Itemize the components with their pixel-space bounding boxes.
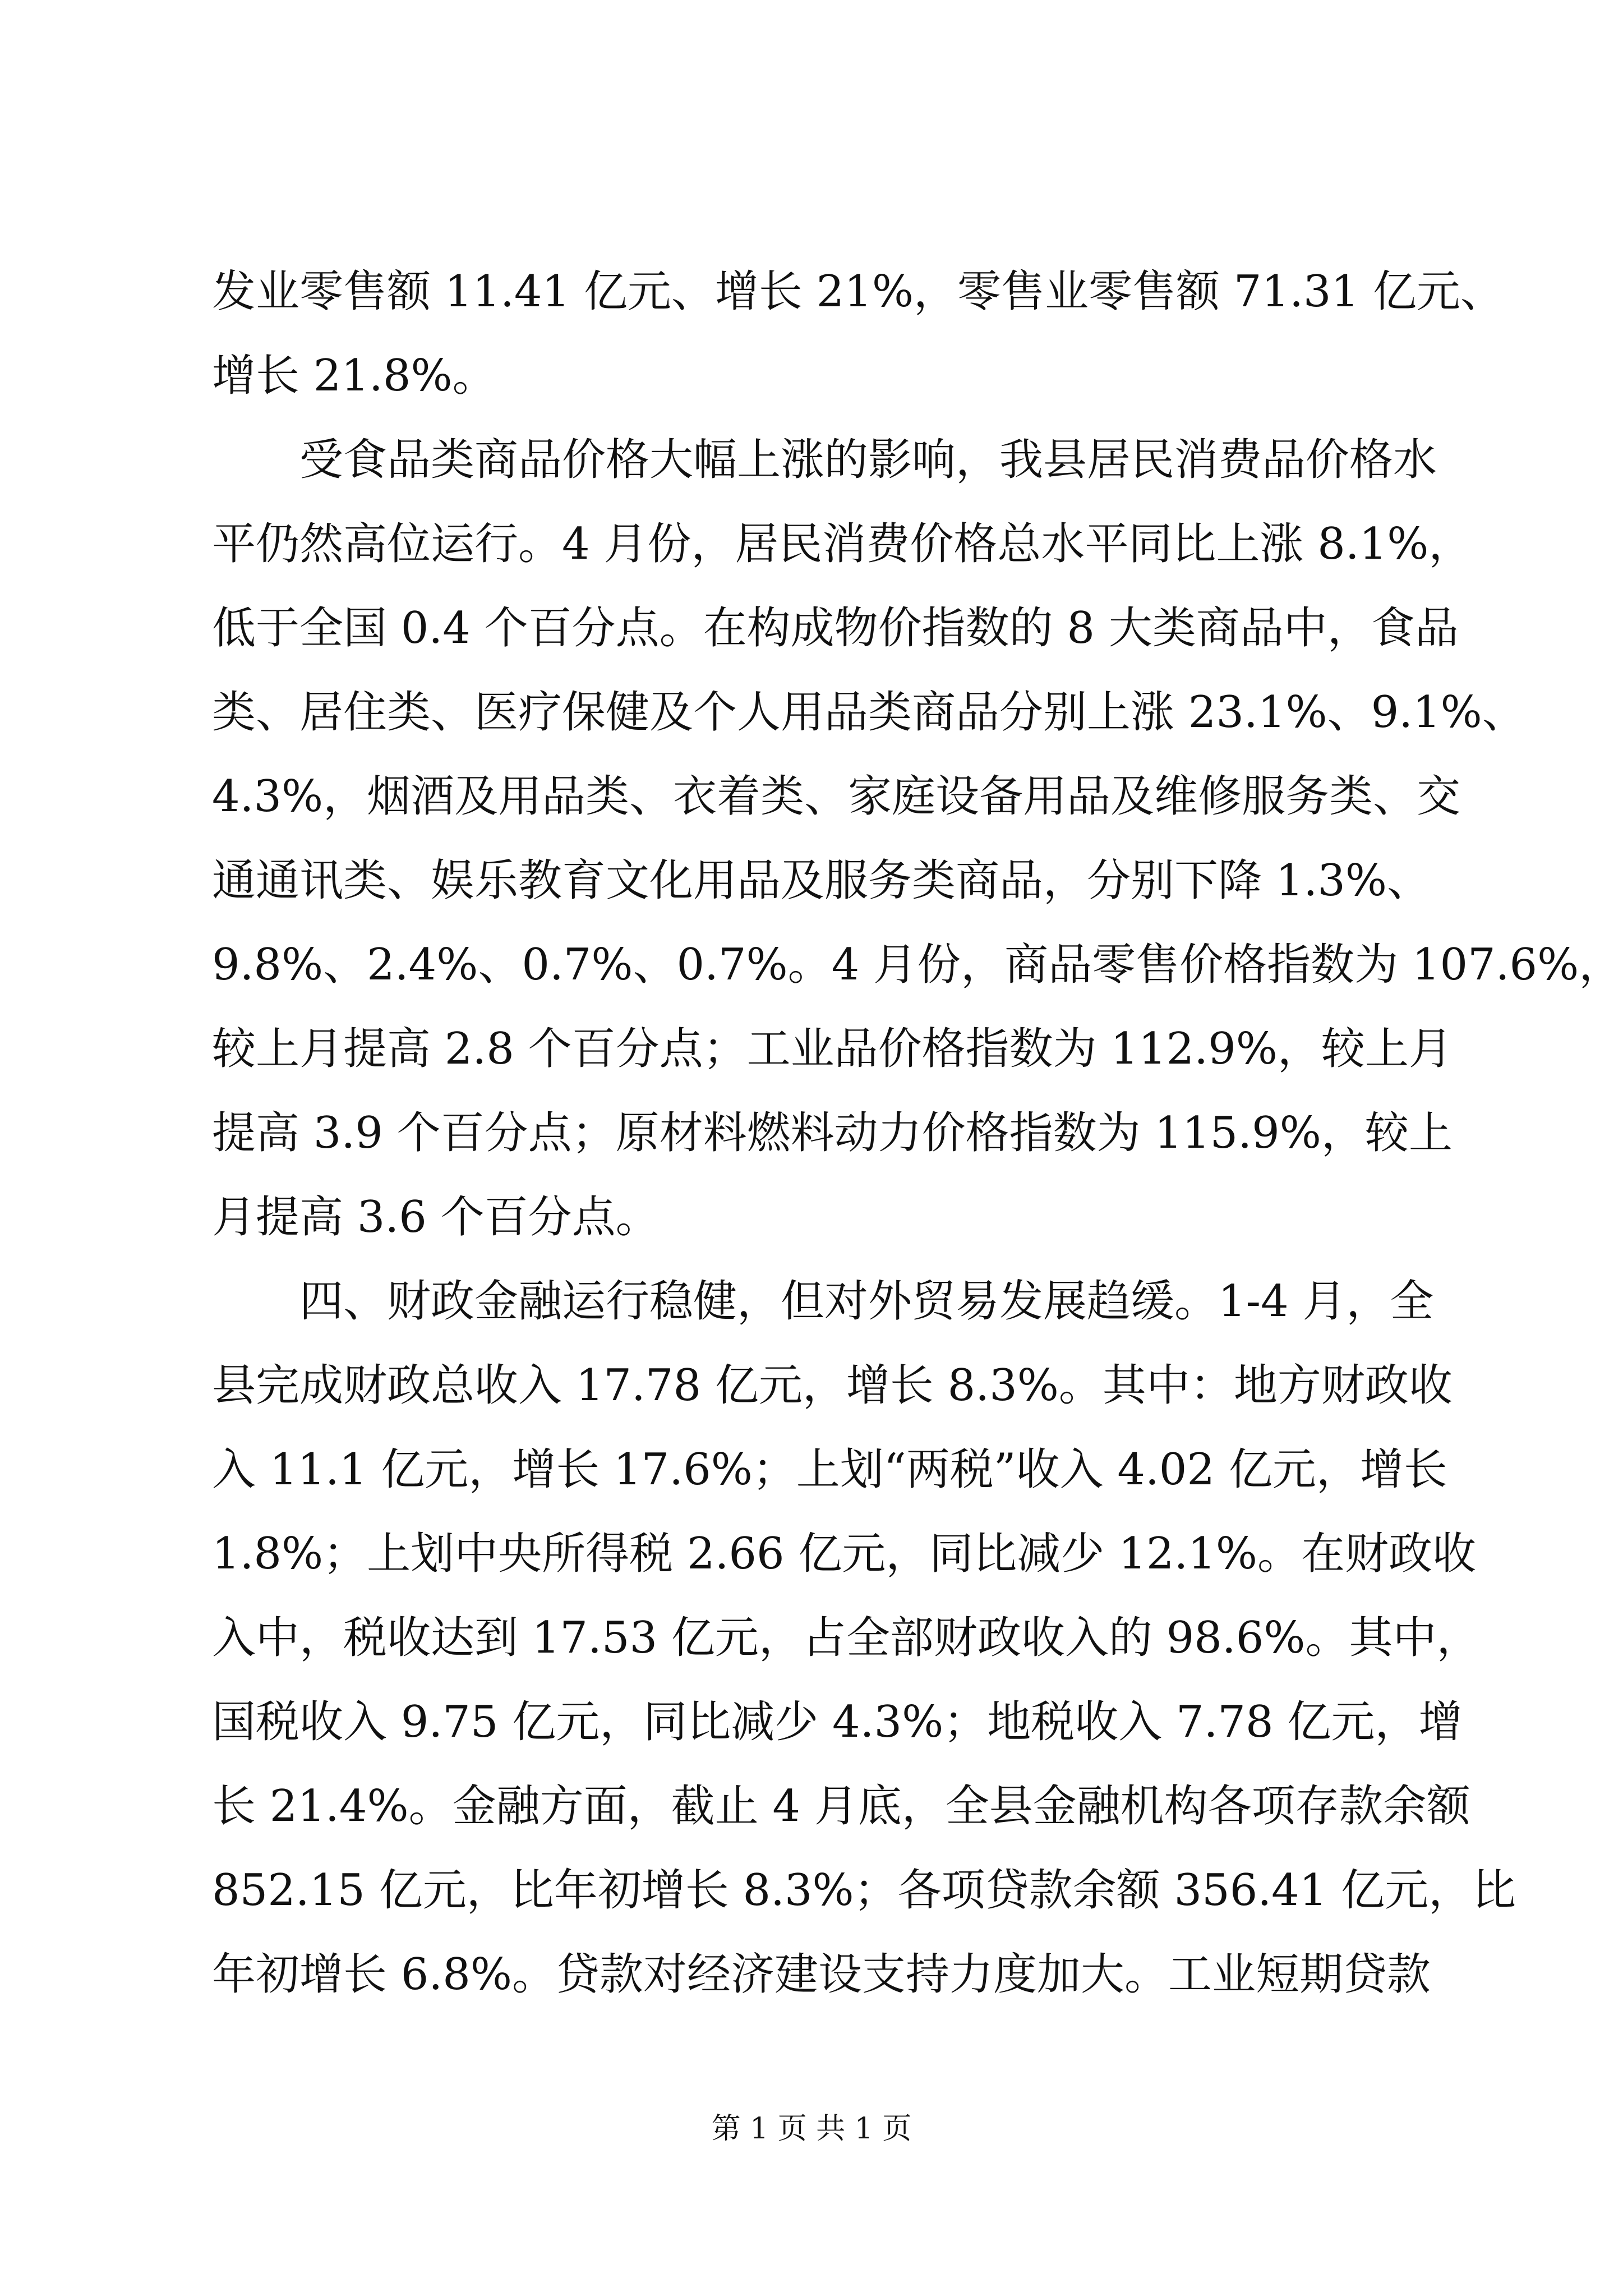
text-line: 国税收入 9.75 亿元，同比减少 4.3%；地税收入 7.78 亿元，增 [212,1697,1463,1747]
paragraph-first-line: 四、财政金融运行稳健，但对外贸易发展趋缓。1-4 月，全 [299,1276,1434,1327]
paragraph-first-line: 受食品类商品价格大幅上涨的影响，我县居民消费品价格水 [299,435,1437,485]
text-line: 提高 3.9 个百分点；原材料燃料动力价格指数为 115.9%，较上 [212,1108,1453,1158]
text-line: 较上月提高 2.8 个百分点；工业品价格指数为 112.9%，较上月 [212,1024,1453,1074]
text-line: 通通讯类、娱乐教育文化用品及服务类商品，分别下降 1.3%、 [212,855,1431,906]
text-line: 增长 21.8%。 [212,351,496,401]
text-line: 入中，税收达到 17.53 亿元，占全部财政收入的 98.6%。其中， [212,1613,1481,1663]
text-line: 852.15 亿元，比年初增长 8.3%；各项贷款余额 356.41 亿元，比 [212,1865,1516,1916]
text-line: 类、居住类、医疗保健及个人用品类商品分别上涨 23.1%、9.1%、 [212,687,1526,738]
text-line: 平仍然高位运行。4 月份，居民消费价格总水平同比上涨 8.1%， [212,519,1473,569]
text-line: 长 21.4%。金融方面，截止 4 月底，全县金融机构各项存款余额 [212,1781,1470,1832]
text-line: 9.8%、2.4%、0.7%、0.7%。4 月份，商品零售价格指数为 107.6%， [212,940,1623,990]
text-line: 县完成财政总收入 17.78 亿元，增长 8.3%。其中：地方财政收 [212,1360,1453,1411]
text-line: 1.8%；上划中央所得税 2.66 亿元，同比减少 12.1%。在财政收 [212,1529,1477,1579]
text-line: 月提高 3.6 个百分点。 [212,1192,660,1243]
text-line: 入 11.1 亿元，增长 17.6%；上划“两税”收入 4.02 亿元，增长 [212,1444,1447,1495]
text-line: 发业零售额 11.41 亿元、增长 21%，零售业零售额 71.31 亿元、 [212,266,1504,317]
text-line: 年初增长 6.8%。贷款对经济建设支持力度加大。工业短期贷款 [212,1949,1431,2000]
text-line: 4.3%，烟酒及用品类、衣着类、家庭设备用品及维修服务类、交 [212,771,1461,822]
text-line: 低于全国 0.4 个百分点。在构成物价指数的 8 大类商品中，食品 [212,603,1459,654]
page-footer: 第 1 页 共 1 页 [711,2112,912,2146]
